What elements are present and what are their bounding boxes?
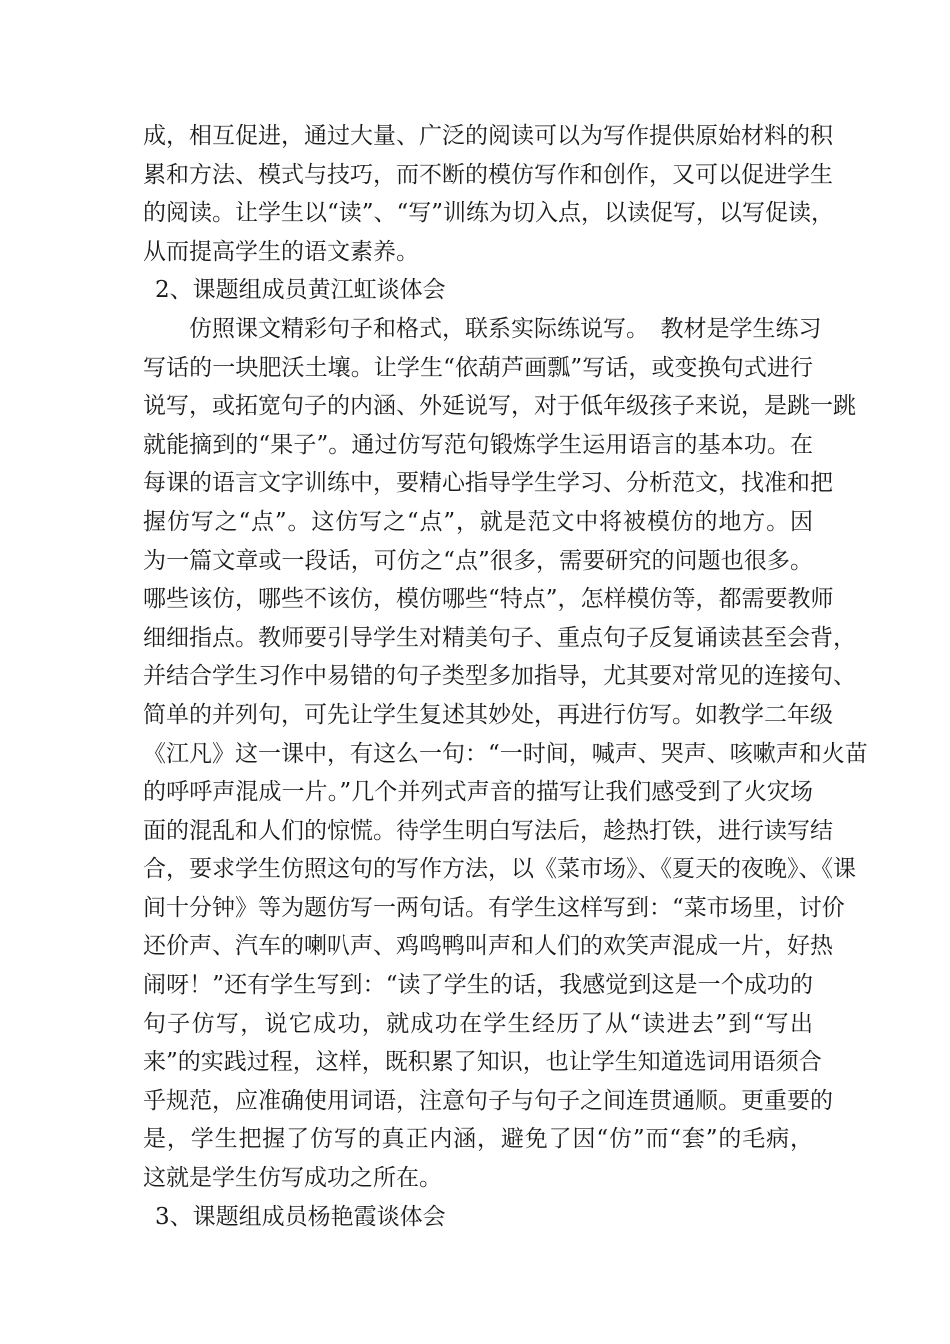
- paragraph-line: 每课的语言文字训练中，要精心指导学生学习、分析范文，找准和把: [143, 470, 833, 497]
- paragraph-line: 闹呀！”还有学生写到：“读了学生的话，我感觉到这是一个成功的: [143, 972, 813, 999]
- paragraph-line: 这就是学生仿写成功之所在。: [143, 1165, 442, 1192]
- paragraph-line: 简单的并列句，可先让学生复述其妙处，再进行仿写。如教学二年级: [143, 701, 833, 728]
- paragraph-line: 合，要求学生仿照这句的写作方法，以《菜市场》、《夏天的夜晚》、《课: [143, 856, 856, 883]
- section-heading: 3、课题组成员杨艳霞谈体会: [155, 1203, 446, 1230]
- paragraph-line: 并结合学生习作中易错的句子类型多加指导，尤其要对常见的连接句、: [143, 663, 856, 690]
- paragraph-line: 仿照课文精彩句子和格式，联系实际练说写。 教材是学生练习: [143, 315, 822, 342]
- paragraph-line: 还价声、汽车的喇叭声、鸡鸣鸭叫声和人们的欢笑声混成一片，好热: [143, 933, 833, 960]
- paragraph-line: 说写，或拓宽句子的内涵、外延说写，对于低年级孩子来说，是跳一跳: [143, 393, 856, 420]
- paragraph-line: 的呼呼声混成一片。”几个并列式声音的描写让我们感受到了火灾场: [143, 779, 813, 806]
- paragraph-line: 是，学生把握了仿写的真正内涵，避免了因“仿”而“套”的毛病，: [143, 1126, 813, 1153]
- paragraph-line: 握仿写之“点”。这仿写之“点”，就是范文中将被模仿的地方。因: [143, 508, 813, 535]
- section-heading: 2、课题组成员黄江虹谈体会: [155, 277, 446, 304]
- paragraph-line: 来”的实践过程，这样，既积累了知识，也让学生知道选词用语须合: [143, 1049, 822, 1076]
- paragraph-line: 句子仿写，说它成功，就成功在学生经历了从“读进去”到“写出: [143, 1010, 813, 1037]
- paragraph-line: 写话的一块肥沃土壤。让学生“依葫芦画瓢”写话，或变换句式进行: [143, 354, 813, 381]
- paragraph-line: 成，相互促进，通过大量、广泛的阅读可以为写作提供原始材料的积: [143, 123, 833, 149]
- paragraph-line: 的阅读。让学生以“读”、“写”训练为切入点，以读促写，以写促读，: [143, 200, 835, 227]
- paragraph-line: 细细指点。教师要引导学生对精美句子、重点句子反复诵读甚至会背，: [143, 624, 856, 651]
- paragraph-line: 间十分钟》等为题仿写一两句话。有学生这样写到：“菜市场里，讨价: [143, 894, 845, 921]
- document-body: [143, 117, 868, 1236]
- paragraph-line: 乎规范，应准确使用词语，注意句子与句子之间连贯通顺。更重要的: [143, 1087, 833, 1114]
- paragraph-line: 就能摘到的“果子”。通过仿写范句锻炼学生运用语言的基本功。在: [143, 431, 813, 458]
- paragraph-line: 为一篇文章或一段话，可仿之“点”很多，需要研究的问题也很多。: [143, 547, 813, 574]
- paragraph-line: 《江凡》这一课中，有这么一句：“一时间，喊声、哭声、咳嗽声和火苗: [143, 740, 868, 767]
- paragraph-line: 哪些该仿，哪些不该仿，模仿哪些“特点”，怎样模仿等，都需要教师: [143, 586, 834, 613]
- paragraph-line: 累和方法、模式与技巧，而不断的模仿写作和创作，又可以促进学生: [143, 161, 833, 188]
- paragraph-line: 面的混乱和人们的惊慌。待学生明白写法后，趁热打铁，进行读写结: [143, 817, 833, 844]
- paragraph-line: 从而提高学生的语文素养。: [143, 238, 419, 265]
